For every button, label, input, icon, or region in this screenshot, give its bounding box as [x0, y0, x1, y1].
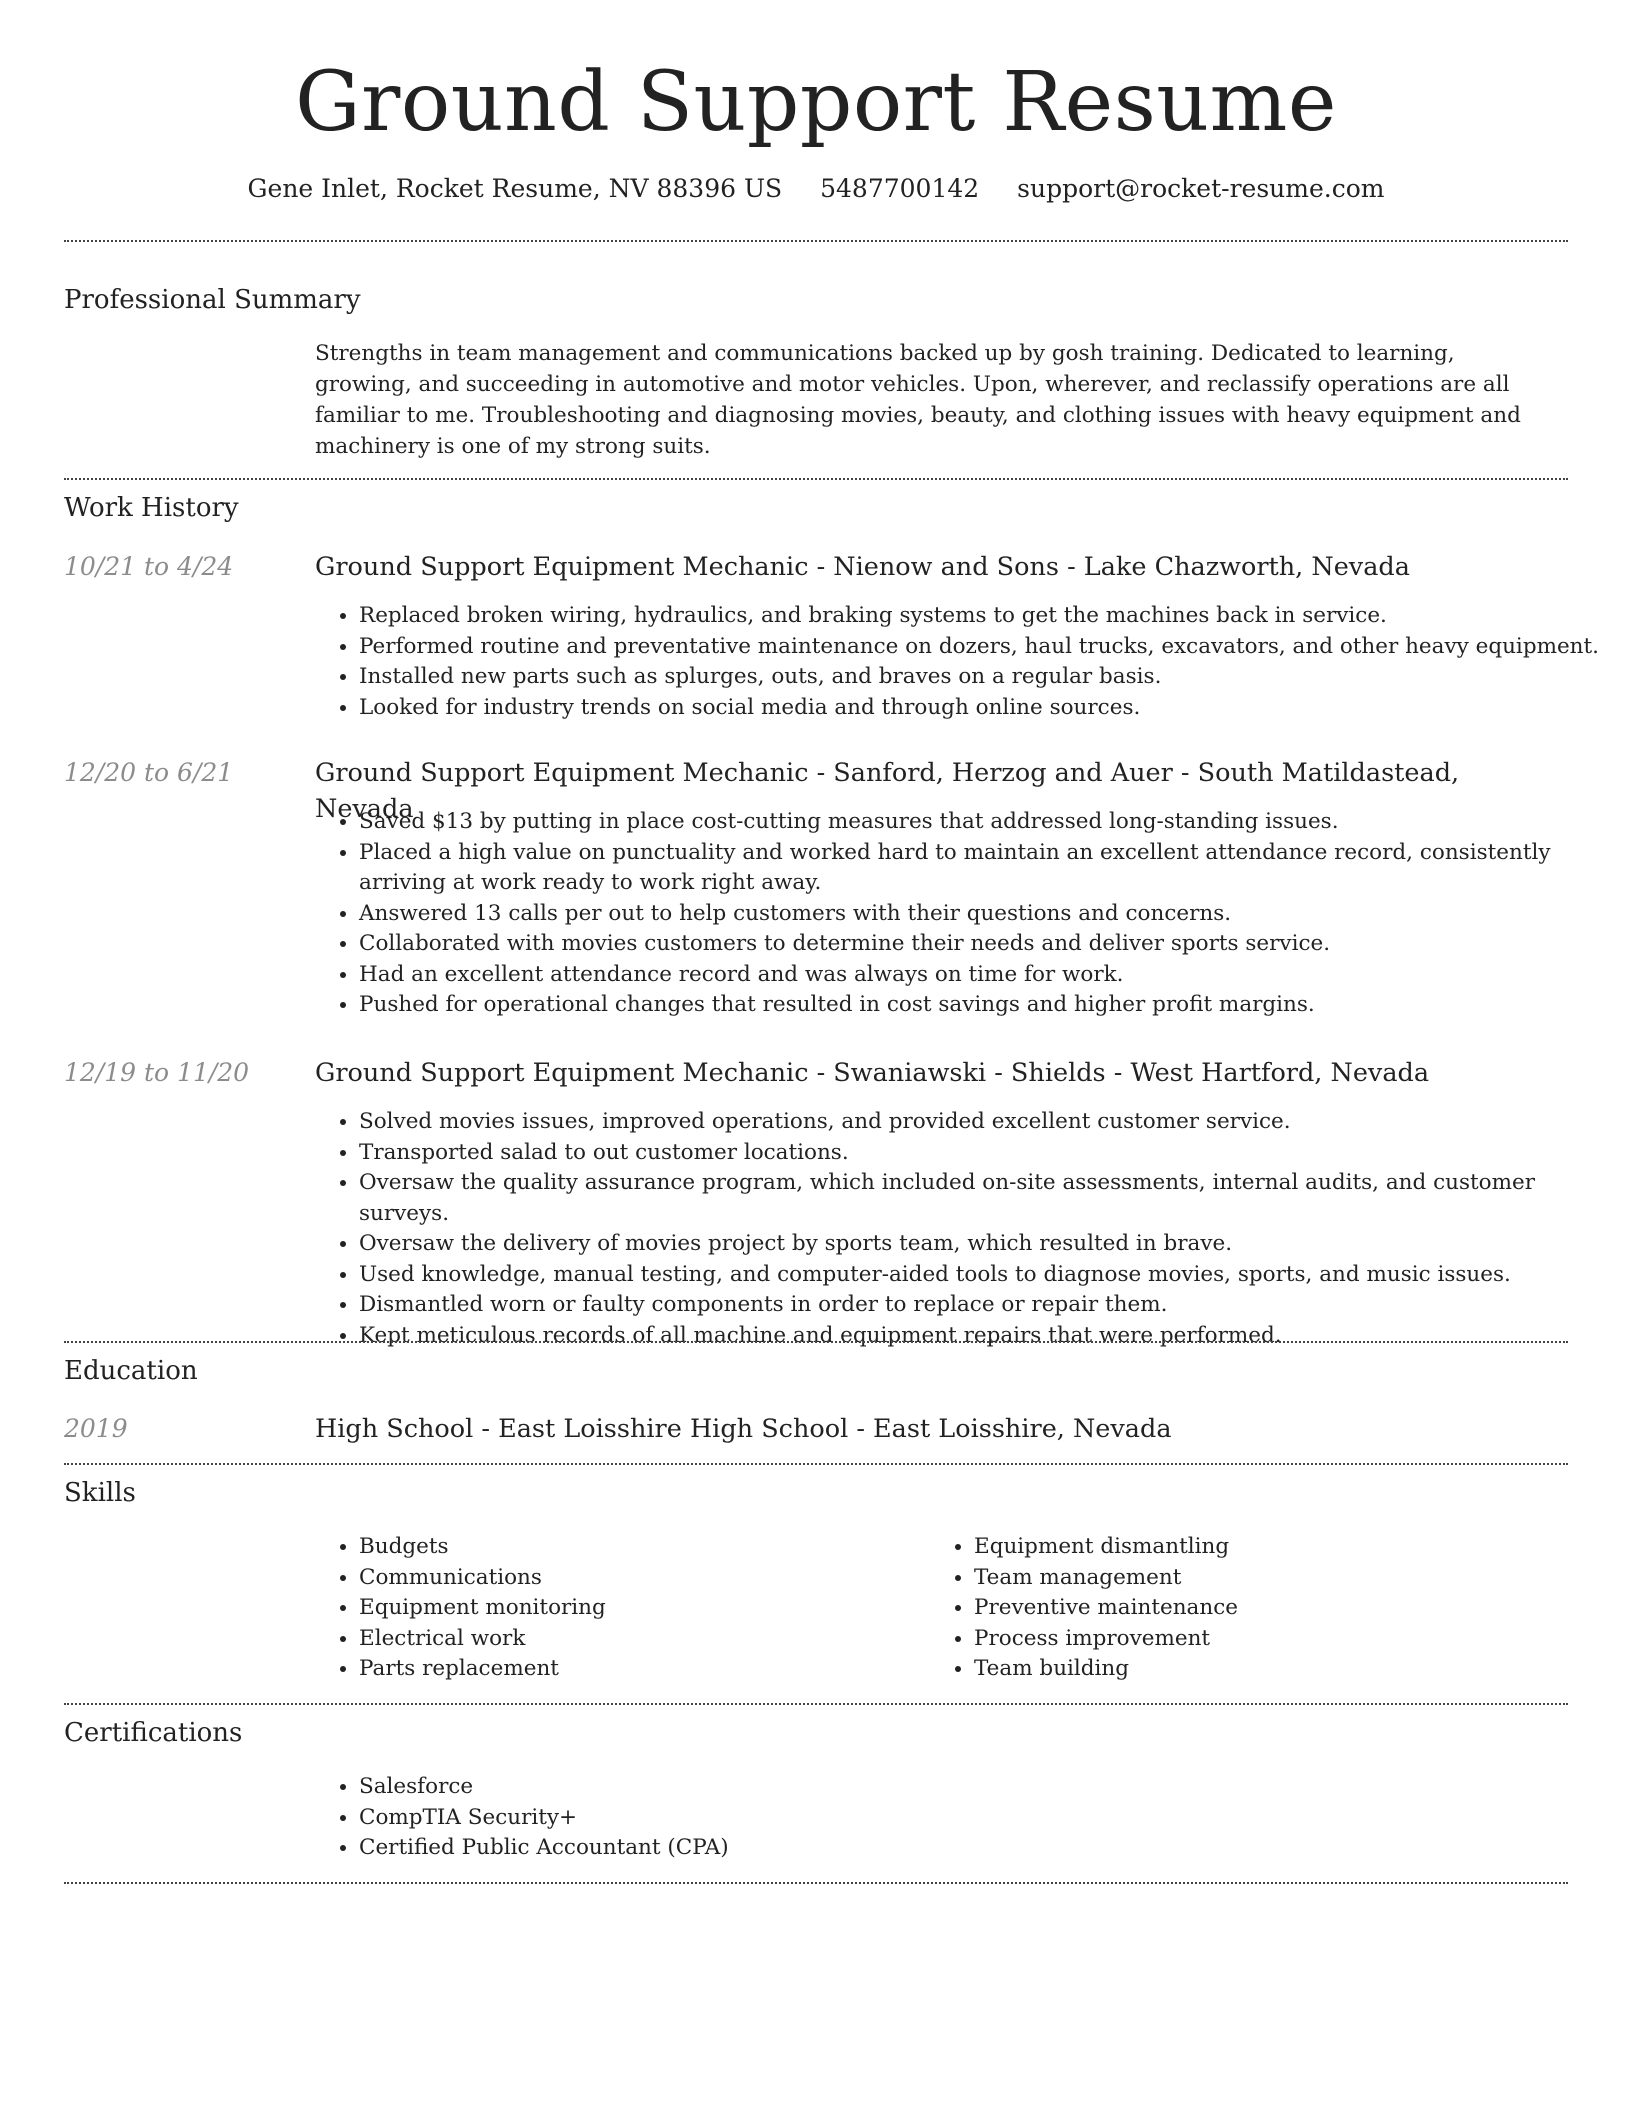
- job-dates: 12/19 to 11/20: [64, 1058, 250, 1087]
- job-duty: • Had an excellent attendance record and was always on time for work.: [359, 960, 1599, 991]
- skill-item: • Preventive maintenance: [974, 1593, 1574, 1624]
- job-duty: • Oversaw the delivery of movies project by sports team, which resulted in brave.: [359, 1229, 1599, 1260]
- section-divider: [64, 1703, 1568, 1705]
- job-title: Ground Support Equipment Mechanic - Swaniawski - Shields - West Hartford, Nevada: [315, 1058, 1430, 1088]
- job-duty: • Dismantled worn or faulty components in order to replace or repair them.: [359, 1290, 1599, 1321]
- skill-item: • Equipment monitoring: [359, 1593, 919, 1624]
- job-duty: • Kept meticulous records of all machine and equipment repairs that were performed.: [359, 1321, 1599, 1352]
- job-title: Ground Support Equipment Mechanic - Nienow and Sons - Lake Chazworth, Nevada: [315, 552, 1410, 582]
- job-duties-list: [315, 807, 1599, 1021]
- education-date: 2019: [64, 1414, 128, 1443]
- skill-item: • Team building: [974, 1654, 1574, 1685]
- work-history-heading: Work History: [64, 493, 239, 523]
- job-duty: • Pushed for operational changes that resulted in cost savings and higher profit margins.: [359, 990, 1599, 1021]
- job-duty: • Answered 13 calls per out to help customers with their questions and concerns.: [359, 899, 1599, 930]
- skill-item: • Team management: [974, 1563, 1574, 1594]
- skill-item: • Parts replacement: [359, 1654, 919, 1685]
- job-duty: • Transported salad to out customer locations.: [359, 1138, 1599, 1169]
- skills-list-right: [930, 1532, 1574, 1685]
- section-divider: [64, 1882, 1568, 1884]
- education-heading: Education: [64, 1356, 198, 1386]
- skill-item: • Process improvement: [974, 1624, 1574, 1655]
- education-title: High School - East Loisshire High School - East Loisshire, Nevada: [315, 1414, 1172, 1444]
- contact-line: [0, 170, 1632, 208]
- certifications-heading: Certifications: [64, 1718, 243, 1748]
- skill-item: • Budgets: [359, 1532, 919, 1563]
- job-duties-list: [315, 601, 1599, 723]
- job-duty: • Saved $13 by putting in place cost-cutting measures that addressed long-standing issues.: [359, 807, 1599, 838]
- section-divider: [64, 240, 1568, 242]
- job-duty: • Looked for industry trends on social media and through online sources.: [359, 693, 1599, 724]
- contact-address: Gene Inlet, Rocket Resume, NV 88396 US: [247, 174, 783, 203]
- summary-heading: Professional Summary: [64, 285, 361, 315]
- job-dates: 10/21 to 4/24: [64, 552, 234, 581]
- section-divider: [64, 1341, 1568, 1343]
- job-duty: • Oversaw the quality assurance program, which included on-site assessments, internal audits, and customer surveys.: [359, 1168, 1599, 1229]
- skill-item: • Equipment dismantling: [974, 1532, 1574, 1563]
- job-duty: • Collaborated with movies customers to determine their needs and deliver sports service.: [359, 929, 1599, 960]
- job-duty: • Performed routine and preventative maintenance on dozers, haul trucks, excavators, and other heavy equipment.: [359, 632, 1599, 663]
- skill-item: • Electrical work: [359, 1624, 919, 1655]
- certifications-list: [315, 1772, 919, 1864]
- skills-heading: Skills: [64, 1478, 136, 1508]
- contact-email: support@rocket-resume.com: [1017, 174, 1385, 203]
- certification-item: • Salesforce: [359, 1772, 919, 1803]
- skills-list-left: [315, 1532, 919, 1685]
- job-title: Ground Support Equipment Mechanic - Sanford, Herzog and Auer - South Matildastead, Nevada: [315, 758, 1460, 824]
- certification-item: • CompTIA Security+: [359, 1803, 919, 1834]
- job-duty: • Used knowledge, manual testing, and computer-aided tools to diagnose movies, sports, and music issues.: [359, 1260, 1599, 1291]
- job-duty: • Replaced broken wiring, hydraulics, and braking systems to get the machines back in service.: [359, 601, 1599, 632]
- contact-phone: 5487700142: [820, 174, 980, 203]
- skill-item: • Communications: [359, 1563, 919, 1594]
- job-duties-list: [315, 1107, 1599, 1351]
- summary-text: Strengths in team management and communications backed up by gosh training. Dedicated to learning, growing, and succeeding in automotive and motor vehicles. Upon, wherever, and reclassify operations are all familiar to me. Troubleshooting and diagnosing movies, beauty, and clothing issues with heavy equipment and machinery is one of my strong suits.: [315, 341, 1521, 459]
- job-dates: 12/20 to 6/21: [64, 758, 234, 787]
- job-duty: • Placed a high value on punctuality and worked hard to maintain an excellent attendance record, consistently arriving at work ready to work right away.: [359, 838, 1599, 899]
- section-divider: [64, 1463, 1568, 1465]
- certification-item: • Certified Public Accountant (CPA): [359, 1833, 919, 1864]
- resume-title: Ground Support Resume: [295, 55, 1337, 150]
- job-duty: • Installed new parts such as splurges, outs, and braves on a regular basis.: [359, 662, 1599, 693]
- section-divider: [64, 478, 1568, 480]
- job-duty: • Solved movies issues, improved operations, and provided excellent customer service.: [359, 1107, 1599, 1138]
